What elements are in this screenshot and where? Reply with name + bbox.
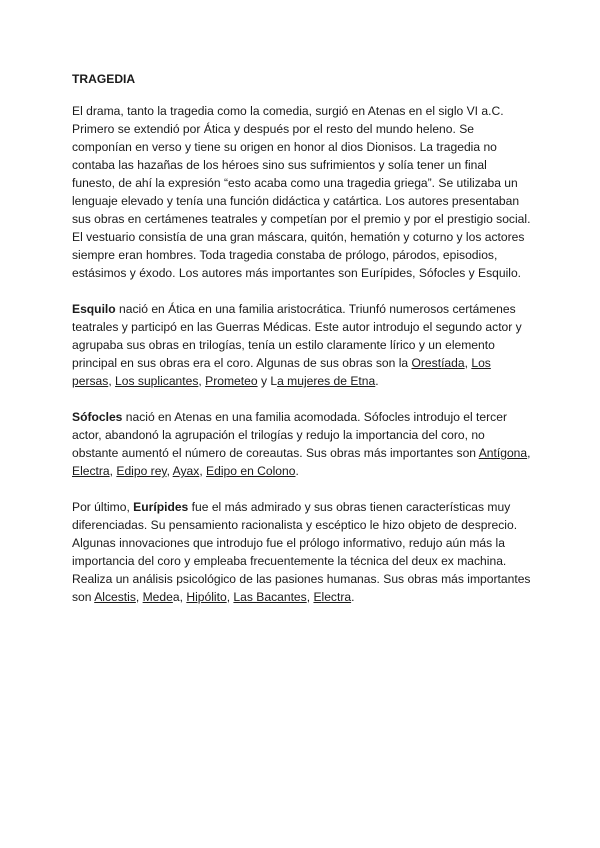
separator: , <box>464 356 472 370</box>
work-link: a mujeres de Etna <box>277 374 376 388</box>
work-link: Edipo rey <box>116 464 167 478</box>
period: . <box>375 374 379 388</box>
intro-text: El drama, tanto la tragedia como la comedia, surgió en Atenas en el siglo VI a.C. Primero se extendió por Ática y después por el resto del mundo heleno. Se componían en verso y tiene su origen en honor al dios Dionisos. La tragedia no contaba las hazañas de los héroes sino sus sufrimientos y solía tener un final funesto, de ahí la expresión “esto acaba como una tragedia griega”. Se utilizaba un lenguaje elevado y tenía una función didáctica y catártica. Los autores presentaban sus obras en certámenes teatrales y competían por el premio y por el prestigio social. El vestuario consistía de una gran máscara, quitón, hematión y coturno y los actores siempre eran hombres. Toda tragedia constaba de prólogo, párodos, episodios, estásimos y éxodo. Los autores más importantes son Eurípides, Sófocles y Esquilo. <box>72 104 531 280</box>
separator: , <box>198 374 206 388</box>
paragraph-sofocles <box>72 408 532 480</box>
euripides-intro: Por último, <box>72 500 134 514</box>
work-link: Antígona <box>478 446 528 460</box>
separator: y L <box>257 374 278 388</box>
sofocles-text: nació en Atenas en una familia acomodada. Sófocles introdujo el tercer actor, abandonó la agrupación el trilogías y redujo la importancia del coro, no obstante aumentó el número de coreautas. Sus obras más importantes son <box>72 410 507 460</box>
separator: , <box>527 446 531 460</box>
author-esquilo: Esquilo <box>72 302 116 316</box>
separator: , <box>166 464 173 478</box>
separator: , <box>179 590 187 604</box>
separator: , <box>109 464 117 478</box>
work-link: Ayax <box>172 464 200 478</box>
work-tail: a <box>172 590 180 604</box>
work-link: Orestíada <box>411 356 465 370</box>
paragraph-intro <box>72 102 532 282</box>
separator: , <box>306 590 314 604</box>
work-link: Electra <box>313 590 352 604</box>
work-link: Edipo en Colono <box>206 464 296 478</box>
work-link: Las Bacantes <box>233 590 307 604</box>
separator: , <box>226 590 234 604</box>
esquilo-text: nació en Ática en una familia aristocrática. Triunfó numerosos certámenes teatrales y participó en las Guerras Médicas. Este autor introdujo el segundo actor y agrupaba sus obras en trilogías, tenía un estilo claramente lírico y un elemento principal en sus obras era el coro. Algunas de sus obras son la <box>72 302 522 370</box>
work-link: Hipólito <box>186 590 227 604</box>
work-link: Los suplicantes <box>115 374 199 388</box>
work-link: Alcestis <box>94 590 136 604</box>
author-sofocles: Sófocles <box>72 410 123 424</box>
separator: , <box>108 374 116 388</box>
paragraph-euripides <box>72 498 532 606</box>
separator: , <box>135 590 143 604</box>
paragraph-esquilo <box>72 300 532 390</box>
document-title: TRAGEDIA <box>72 72 136 86</box>
work-link: Electra <box>72 464 110 478</box>
author-euripides: Eurípides <box>133 500 189 514</box>
period: . <box>295 464 299 478</box>
euripides-text: fue el más admirado y sus obras tienen características muy diferenciadas. Su pensamiento racionalista y escéptico le hizo objeto de desprecio. Algunas innovaciones que introdujo fue el prólogo informativo, redujo aún más la importancia del coro y empleaba frecuentemente la técnica del deux ex machina. Realiza un análisis psicológico de las pasiones humanas. Sus obras más importantes son <box>72 500 531 604</box>
document-page <box>72 70 532 624</box>
work-link: Los persas <box>72 356 491 388</box>
separator: , <box>199 464 207 478</box>
period: . <box>351 590 355 604</box>
work-link: Mede <box>142 590 173 604</box>
work-link: Prometeo <box>205 374 258 388</box>
